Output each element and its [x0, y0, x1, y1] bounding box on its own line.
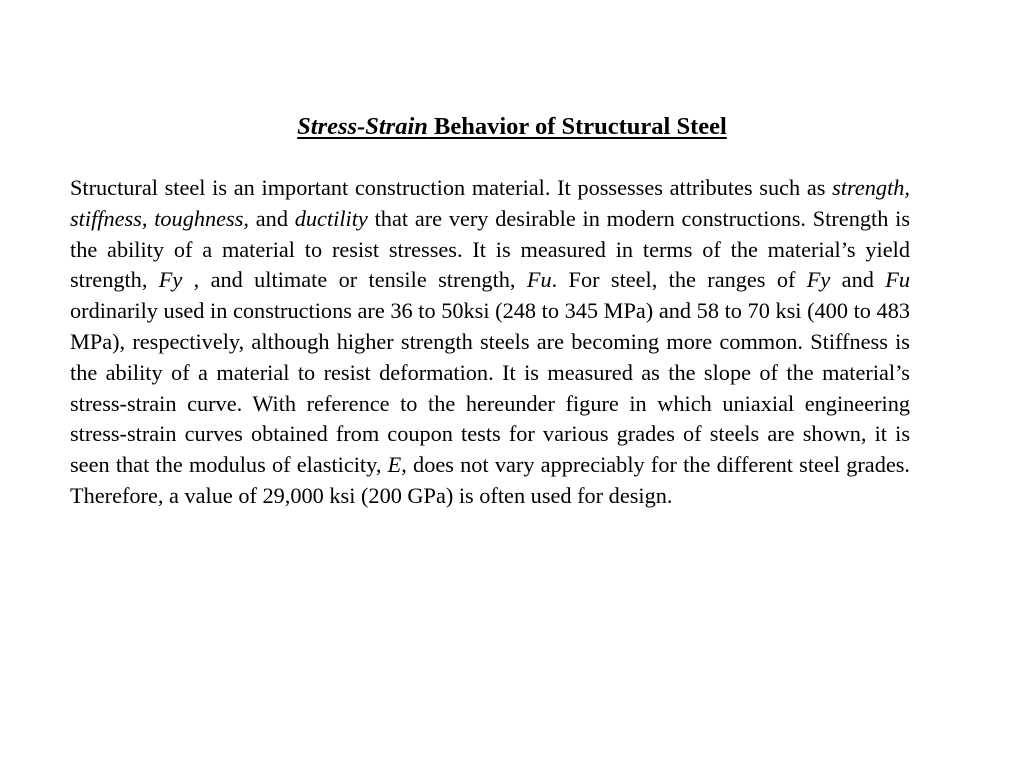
symbol-fy-2: Fy [806, 267, 831, 293]
title-rest: Behavior of Structural Steel [427, 113, 727, 140]
paragraph-text-7: ordinarily used in constructions are 36 to 50ksi (248 to 345 MPa) and 58 to 70 ksi (400 to 483 MPa), respectively, although higher strength steels are becoming more common. Stiffness is the ability of a material to resist deformation. It is measured as the slope of the material’s stress-strain curve. With reference to the hereunder figure in which uniaxial engineering stress-strain curves obtained from coupon tests for various grades of steels are shown, it is seen that the modulus of elasticity, [70, 298, 910, 478]
title-text [297, 113, 727, 140]
paragraph-text-2: and [248, 205, 295, 231]
symbol-e: E [387, 452, 402, 478]
title-italic-part: Stress-Strain [297, 113, 428, 140]
paragraph-text-1: Structural steel is an important construction material. It possesses attributes such as [70, 175, 833, 200]
symbol-fu: Fu [526, 267, 552, 293]
symbol-fu-2: Fu [885, 267, 911, 293]
paragraph-text-6: and [830, 267, 886, 293]
paragraph-emphasis-attributes: strength, stiffness, toughness, [70, 175, 910, 231]
paragraph-emphasis-ductility: ductility [294, 205, 368, 231]
body-paragraph [70, 173, 910, 512]
symbol-fy: Fy [158, 267, 183, 293]
paragraph-text-5: . For steel, the ranges of [551, 267, 807, 293]
page-title [0, 112, 1024, 142]
paragraph-text-3: that are very desirable in modern constructions. Strength is the ability of a material to resist stresses. It is measured in terms of the material’s yield strength, [70, 205, 910, 293]
paragraph-text-8: , does not vary appreciably for the different steel grades. Therefore, a value of 29,000 ksi (200 GPa) is often used for design. [70, 452, 910, 508]
paragraph-text-4: , and ultimate or tensile strength, [182, 267, 527, 293]
